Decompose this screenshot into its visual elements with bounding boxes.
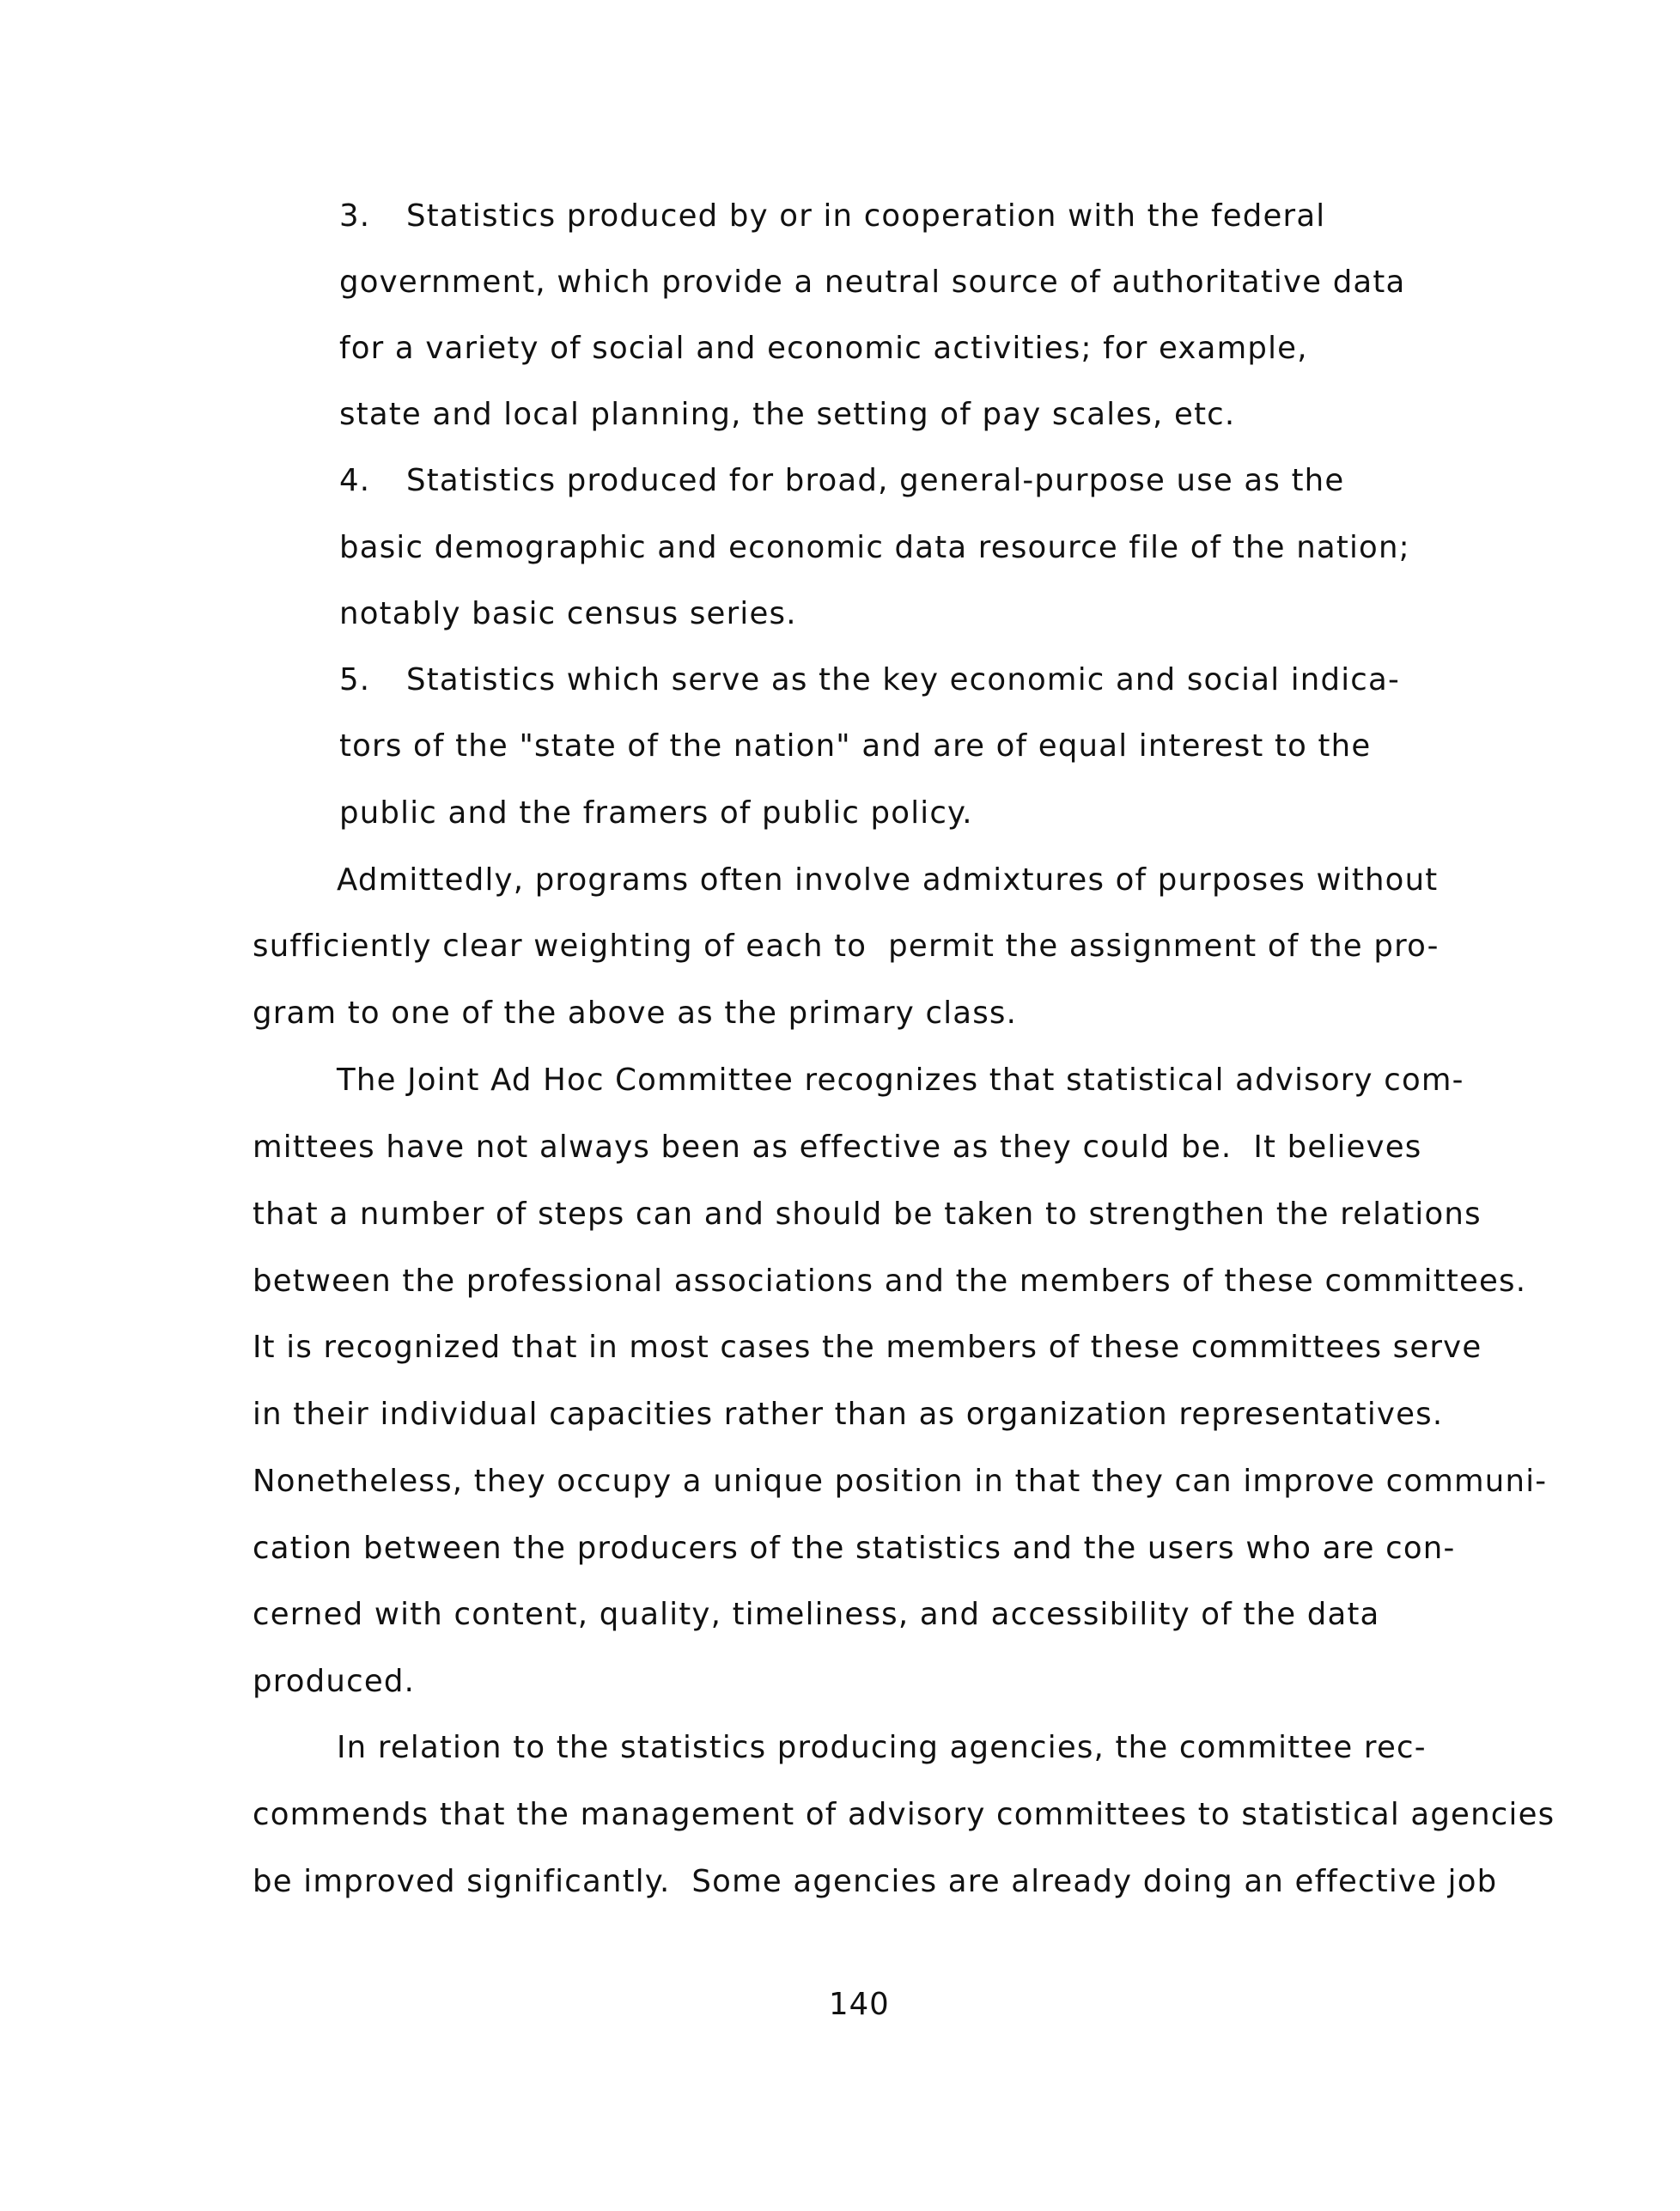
paragraph-2-line-1: The Joint Ad Hoc Committee recognizes that statistical advisory com- xyxy=(337,1063,1464,1098)
paragraph-3-line-3: be improved significantly. Some agencies are already doing an effective job xyxy=(253,1864,1498,1899)
page-number: 140 xyxy=(829,1987,890,2022)
list-item-5-line-3: public and the framers of public policy. xyxy=(339,795,973,831)
list-item-5-line-1: Statistics which serve as the key economic and social indica- xyxy=(406,662,1400,697)
list-item-5-line-2: tors of the "state of the nation" and are of equal interest to the xyxy=(339,728,1372,764)
list-item-3-line-3: for a variety of social and economic activities; for example, xyxy=(339,331,1308,366)
paragraph-2-line-9: cerned with content, quality, timeliness, and accessibility of the data xyxy=(253,1597,1380,1632)
list-item-4-line-3: notably basic census series. xyxy=(339,596,797,631)
list-item-3-line-1: Statistics produced by or in cooperation with the federal xyxy=(406,198,1326,234)
paragraph-2-line-3: that a number of steps can and should be taken to strengthen the relations xyxy=(253,1197,1482,1232)
list-item-4-line-1: Statistics produced for broad, general-purpose use as the xyxy=(406,463,1345,498)
paragraph-1-line-1: Admittedly, programs often involve admixtures of purposes without xyxy=(337,862,1439,898)
paragraph-1-line-3: gram to one of the above as the primary class. xyxy=(253,996,1018,1031)
paragraph-1-line-2: sufficiently clear weighting of each to permit the assignment of the pro- xyxy=(253,929,1440,964)
paragraph-3-line-2: commends that the management of advisory committees to statistical agencies xyxy=(253,1797,1555,1832)
paragraph-2-line-2: mittees have not always been as effective as they could be. It believes xyxy=(253,1130,1422,1165)
list-number-3: 3. xyxy=(339,198,371,234)
list-number-5: 5. xyxy=(339,662,371,697)
paragraph-2-line-5: It is recognized that in most cases the members of these committees serve xyxy=(253,1330,1482,1365)
paragraph-2-line-7: Nonetheless, they occupy a unique position in that they can improve communi- xyxy=(253,1464,1548,1499)
paragraph-2-line-4: between the professional associations and the members of these committees. xyxy=(253,1264,1527,1299)
list-item-3-line-4: state and local planning, the setting of pay scales, etc. xyxy=(339,397,1236,432)
list-item-4-line-2: basic demographic and economic data resource file of the nation; xyxy=(339,530,1410,565)
list-number-4: 4. xyxy=(339,463,371,498)
paragraph-3-line-1: In relation to the statistics producing agencies, the committee rec- xyxy=(337,1730,1427,1765)
list-item-3-line-2: government, which provide a neutral source of authoritative data xyxy=(339,265,1406,300)
paragraph-2-line-8: cation between the producers of the statistics and the users who are con- xyxy=(253,1531,1456,1566)
paragraph-2-line-10: produced. xyxy=(253,1664,416,1699)
paragraph-2-line-6: in their individual capacities rather than as organization representatives. xyxy=(253,1397,1444,1432)
